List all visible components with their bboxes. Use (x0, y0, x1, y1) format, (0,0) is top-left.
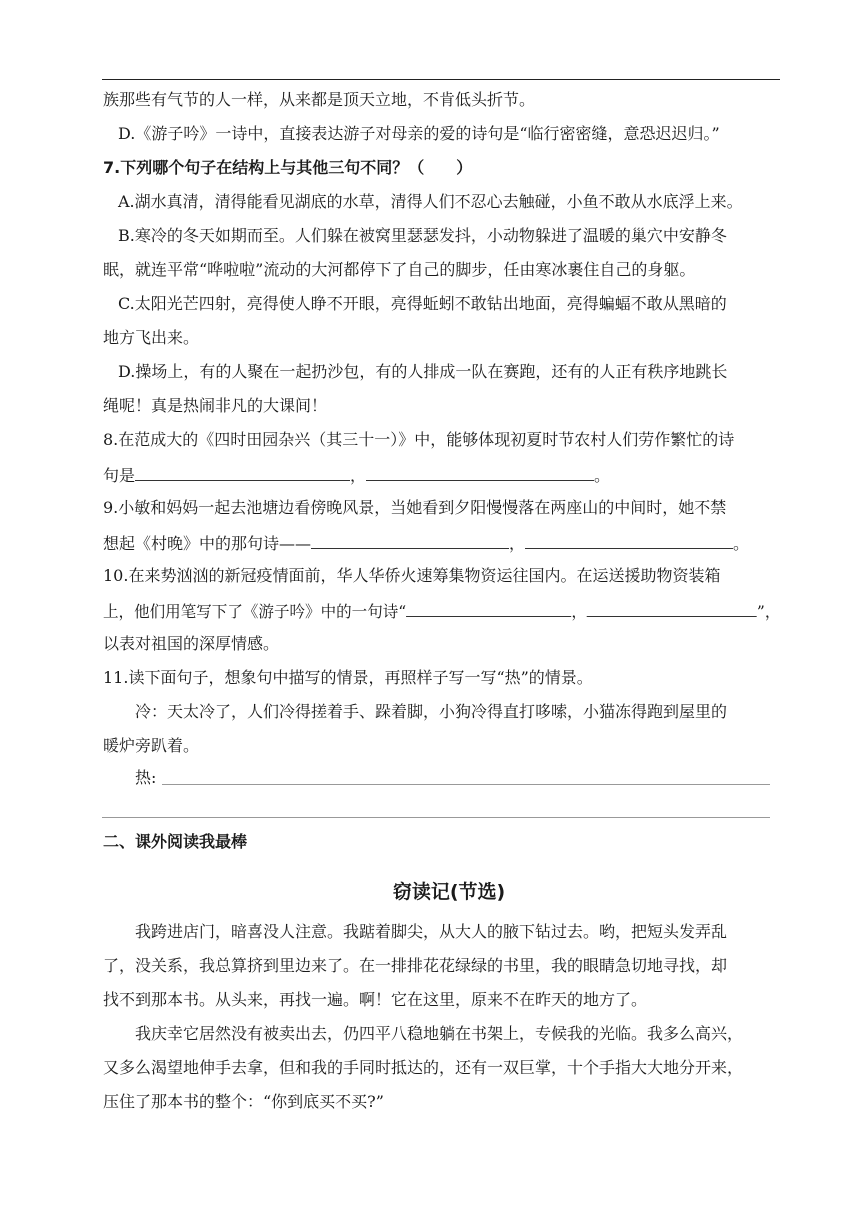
q8-prefix: 句是 (103, 466, 136, 485)
q11-hot-label: 热: (135, 768, 157, 787)
paragraph-1-line1: 我跨进店门，暗喜没人注意。我踮着脚尖，从大人的腋下钻过去。哟，把短头发弄乱 (135, 922, 728, 941)
q8-line2 (103, 464, 610, 486)
q11-stem: 11.读下面句子，想象句中描写的情景，再照样子写一写“热”的情景。 (103, 668, 593, 687)
q10-end: ”， (756, 602, 781, 621)
q10-line2 (103, 600, 780, 622)
q10-answer-blank-1[interactable] (406, 600, 571, 617)
q11-answer-line-1[interactable] (162, 784, 770, 785)
q7-option-d-line2: 绳呢！真是热闹非凡的大课间！ (103, 396, 328, 415)
q11-example-line1: 冷：天太冷了，人们冷得搓着手、跺着脚，小狗冷得直打哆嗦，小猫冻得跑到屋里的 (135, 702, 728, 721)
q8-answer-blank-2[interactable] (366, 464, 594, 481)
q9-prefix: 想起《村晚》中的那句诗—— (103, 534, 312, 553)
q7-option-c-line1: C.太阳光芒四射，亮得使人睁不开眼，亮得蚯蚓不敢钻出地面，亮得蝙蝠不敢从黑暗的 (118, 294, 727, 313)
q9-answer-blank-2[interactable] (525, 532, 733, 549)
q9-end: 。 (733, 534, 750, 553)
paragraph-1-line3: 找不到那本书。从头来，再找一遍。啊！它在这里，原来不在昨天的地方了。 (103, 990, 648, 1009)
q10-line1: 10.在来势汹汹的新冠疫情面前，华人华侨火速筹集物资运往国内。在运送援助物资装箱 (103, 566, 721, 585)
q7-option-d-line1: D.操场上，有的人聚在一起扔沙包，有的人排成一队在赛跑，还有的人正有秩序地跳长 (118, 362, 728, 381)
q8-end: 。 (594, 466, 611, 485)
article-title: 窃读记(节选) (392, 881, 506, 903)
q8-answer-blank-1[interactable] (135, 464, 350, 481)
paragraph-1-line2: 了，没关系，我总算挤到里边来了。在一排排花花绿绿的书里，我的眼睛急切地寻找，却 (103, 956, 728, 975)
q8-separator: ， (350, 466, 367, 485)
paragraph-2-line1: 我庆幸它居然没有被卖出去，仍四平八稳地躺在书架上，专候我的光临。我多么高兴， (135, 1024, 744, 1043)
q8-line1: 8.在范成大的《四时田园杂兴（其三十一）》中，能够体现初夏时节农村人们劳作繁忙的诗 (103, 430, 735, 449)
paragraph-2-line2: 又多么渴望地伸手去拿，但和我的手同时抵达的，还有一双巨掌，十个手指大大地分开来， (103, 1058, 744, 1077)
paragraph-2-line3: 压住了那本书的整个：“你到底买不买?” (103, 1092, 384, 1111)
q7-option-b-line1: B.寒冷的冬天如期而至。人们躲在被窝里瑟瑟发抖，小动物躲进了温暖的巢穴中安静冬 (118, 226, 727, 245)
header-rule (102, 79, 780, 80)
q9-line1: 9.小敏和妈妈一起去池塘边看傍晚风景，当她看到夕阳慢慢落在两座山的中间时，她不禁 (103, 498, 727, 517)
q7-option-c-line2: 地方飞出来。 (103, 328, 200, 347)
q6-option-d: D.《游子吟》一诗中，直接表达游子对母亲的爱的诗句是“临行密密缝，意恐迟迟归。” (118, 124, 720, 143)
q7-option-a: A.湖水真清，清得能看见湖底的水草，清得人们不忍心去触碰，小鱼不敢从水底浮上来。 (118, 192, 743, 211)
q6-continuation: 族那些有气节的人一样，从来都是顶天立地，不肯低头折节。 (103, 90, 536, 109)
q11-answer-line-2[interactable] (102, 817, 770, 818)
q10-separator: ， (571, 602, 587, 621)
q9-separator: ， (509, 534, 526, 553)
section-title: 二、课外阅读我最棒 (103, 832, 248, 851)
q7-option-b-line2: 眠，就连平常“哗啦啦”流动的大河都停下了自己的脚步，任由寒冰裹住自己的身躯。 (103, 260, 696, 279)
q10-line3: 以表对祖国的深厚情感。 (103, 634, 280, 653)
q9-line2 (103, 532, 749, 554)
q7-stem: 7.下列哪个句子在结构上与其他三句不同？（ ） (103, 158, 473, 177)
q10-answer-blank-2[interactable] (587, 600, 757, 617)
q11-example-line2: 暖炉旁趴着。 (103, 736, 200, 755)
q10-prefix: 上，他们用笔写下了《游子吟》中的一句诗“ (103, 602, 407, 621)
q9-answer-blank-1[interactable] (311, 532, 509, 549)
